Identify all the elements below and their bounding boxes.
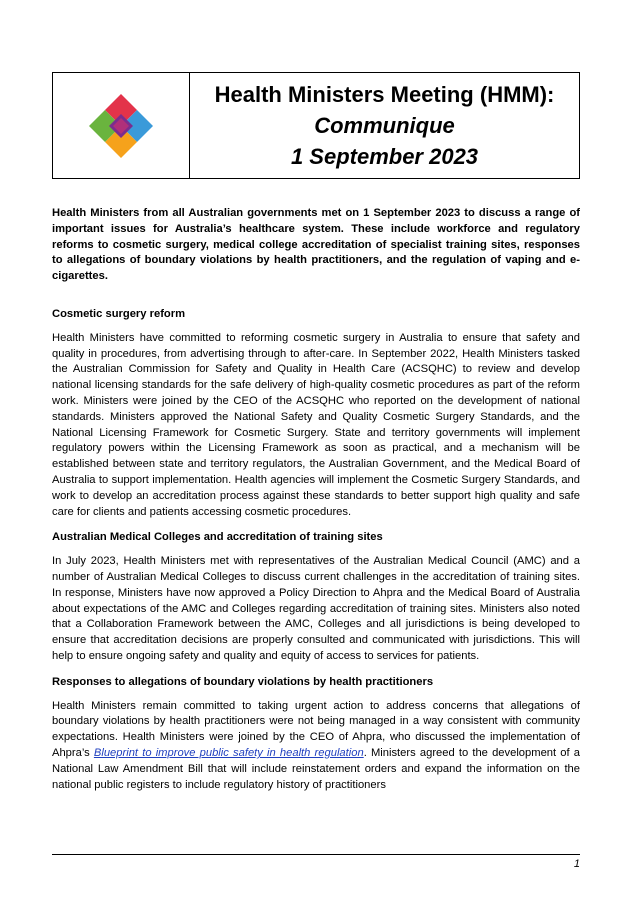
header-box <box>52 72 580 179</box>
diamond-logo-icon <box>87 92 155 160</box>
section-heading-boundary-violations: Responses to allegations of boundary violations by health practitioners <box>52 675 434 688</box>
blueprint-link[interactable]: Blueprint to improve public safety in health regulation <box>93 746 364 759</box>
page-subtitle: Communique <box>314 113 455 138</box>
meeting-date: 1 September 2023 <box>290 144 479 169</box>
footer-divider <box>52 854 580 855</box>
document-body <box>52 206 580 803</box>
page-number: 1 <box>573 858 580 870</box>
section-heading-cosmetic-surgery: Cosmetic surgery reform <box>52 307 186 320</box>
page-title: Health Ministers Meeting (HMM): <box>214 82 555 107</box>
title-cell <box>190 73 579 178</box>
section-body-boundary-violations <box>52 699 580 794</box>
body-text-before-link: Health Ministers remain committed to taking urgent action to address concerns that allegations of boundary violations by health practitioners were not being managed in a way consistent with community expectations. Health Ministers were joined by the CEO of Ahpra, who discussed the implementation of Ahpra’s <box>52 699 580 759</box>
section-body-cosmetic-surgery: Health Ministers have committed to reforming cosmetic surgery in Australia to ensure that safety and quality in procedures, from advertising through to after-care. In September 2022, Health Ministers tasked the Australian Commission for Safety and Quality in Health Care (ACSQHC) to review and develop national licensing standards for the safe delivery of high-quality cosmetic procedures as part of the reform work. Ministers were joined by the CEO of the ACSQHC who reported on the development of national standards. Ministers approved the National Safety and Quality Cosmetic Surgery Standards, and the National Licensing Framework for Cosmetic Surgery. State and territory governments will implement regulatory powers within the Licensing Framework as soon as practical, and a mechanism will be established between state and territory regulators, the Australian Government, and the Medical Board of Australia to support implementation. Health agencies will implement the Cosmetic Surgery Standards, and work to develop an accreditation process against these standards to better support high quality and safe care for clients and patients accessing cosmetic procedures. <box>52 331 580 518</box>
body-text-after-link: . Ministers agreed to the development of a National Law Amendment Bill that will include reinstatement orders and expand the information on the national public registers to include regulatory history of practitioners <box>52 746 580 791</box>
section-heading-medical-colleges: Australian Medical Colleges and accreditation of training sites <box>52 531 383 544</box>
logo-cell <box>53 73 190 178</box>
intro-paragraph: Health Ministers from all Australian governments met on 1 September 2023 to discuss a range of important issues for Australia’s healthcare system. These include workforce and regulatory reforms to cosmetic surgery, medical college accreditation of specialist training sites, responses to allegations of boundary violations by health practitioners, and the regulation of vaping and e-cigarettes. <box>52 207 580 283</box>
section-body-medical-colleges: In July 2023, Health Ministers met with representatives of the Australian Medical Council (AMC) and a number of Australian Medical Colleges to discuss current challenges in the accreditation of training sites. In response, Ministers have now approved a Policy Direction to Ahpra and the Medical Board of Australia about expectations of the AMC and Colleges regarding accreditation of training sites. Ministers also noted that a Collaboration Framework between the AMC, Colleges and all jurisdictions is being developed to ensure that accreditation decisions are properly consulted and communicated with jurisdictions. This will help to ensure ongoing safety and quality and equity of access to services for patients. <box>52 555 580 662</box>
